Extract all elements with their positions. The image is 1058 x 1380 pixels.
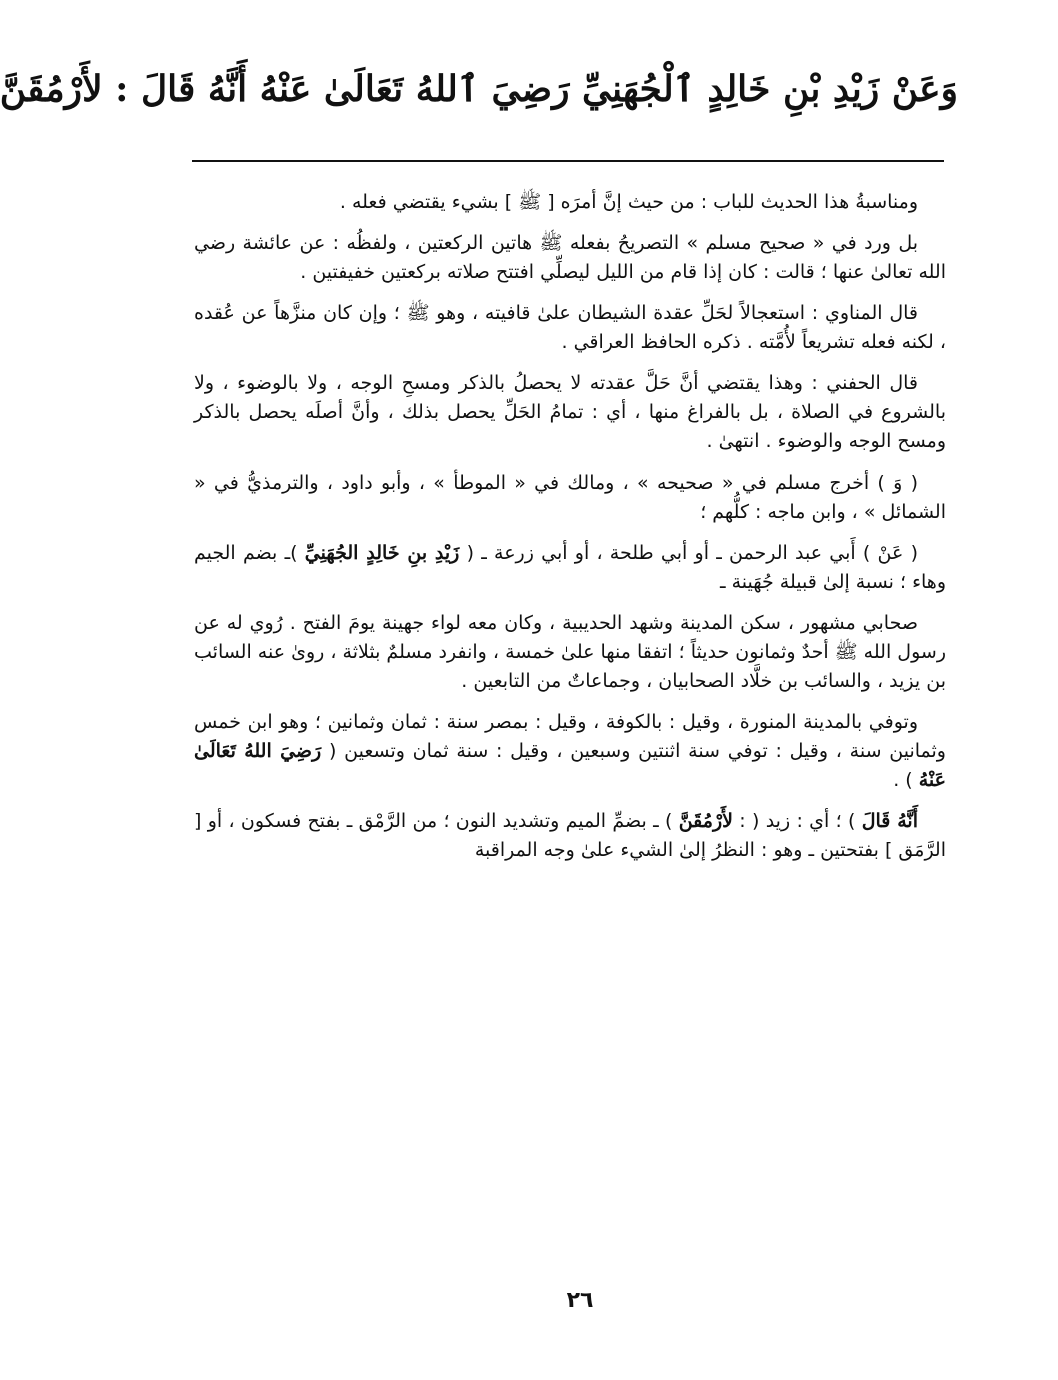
armuqanna-bold: لأَرْمُقَنَّ (678, 810, 733, 833)
radiyallah-bold: رَضِيَ اللهُ تَعَالَىٰ عَنْهُ (194, 740, 946, 792)
paragraph-takhrij: ( وَ ) أخرج مسلم في « صحيحه » ، ومالك في « الموطأ » ، وأبو داود ، والترمذيُّ في « الشمائل » ، وابن ماجه : كلُّهم ؛ (194, 471, 946, 523)
narrator-name-bold: زَيْدِ بنِ خَالِدٍ الجُهَنِيِّ (304, 541, 460, 564)
paragraph-death (194, 708, 946, 795)
paragraph-narrator-name (194, 539, 946, 597)
death-text: وتوفي بالمدينة المنورة ، وقيل : بالكوفة ، وقيل : بمصر سنة : ثمان وثمانين ؛ وهو ابن خمس وثمانين سنة ، وقيل : توفي سنة اثنتين وسبعين ، وقيل : سنة ثمان وتسعين ( (194, 710, 946, 762)
armuqanna-intro-text: ) ؛ أي : زيد ( : (732, 810, 862, 833)
commentary-body (194, 188, 946, 877)
paragraph-hifni: قال الحفني : وهذا يقتضي أنَّ حَلَّ عقدته لا يحصلُ بالذكر ومسحِ الوجه ، ولا بالوضوء ، ولا بالشروع في الصلاة ، بل بالفراغ منها ، أي : تمامُ الحَلِّ يحصل بذلك ، وأنَّ أصلَه يحصل بالذكر ومسح الوجه والوضوء . انتهىٰ . (194, 372, 946, 453)
armuqanna-explanation-text: ) ـ بضمِّ الميم وتشديد النون ؛ من الرَّمْق ـ بفتح فسكون ، أو [ الرَّمَق ] بفتحتين ـ وهو : النظرُ إلىٰ الشيء علىٰ وجه المراقبة (194, 810, 946, 862)
narrator-intro-text: ( عَنْ ) أَبي عبد الرحمن ـ أو أبي طلحة ، أو أبي زرعة ـ ( (459, 541, 918, 564)
paragraph-armuqanna (194, 807, 946, 865)
annahu-qala-bold: أَنَّهُ قَالَ (861, 810, 919, 833)
paragraph-muslim-narration: بل ورد في « صحيح مسلم » التصريحُ بفعله ﷺ هاتين الركعتين ، ولفظُه : عن عائشة رضي الله تعالىٰ عنها ؛ قالت : كان إذا قام من الليل ليصلِّي افتتح صلاته بركعتين خفيفتين . (194, 232, 946, 284)
paragraph-biography: صحابي مشهور ، سكن المدينة وشهد الحديبية ، وكان معه لواء جهينة يومَ الفتح . رُوي له عن رسول الله ﷺ أحدٌ وثمانون حديثاً ؛ اتفقا منها علىٰ خمسة ، وانفرد مسلمٌ بثلاثة ، روىٰ عنه السائب بن يزيد ، والسائب بن خلَّاد الصحابيان ، وجماعاتٌ من التابعين . (194, 611, 946, 692)
paragraph-munawi: قال المناوي : استعجالاً لحَلِّ عقدة الشيطان علىٰ قافيته ، وهو ﷺ ؛ وإن كان منزَّهاً عن عُقده ، لكنه فعله تشريعاً لأُمَّته . ذكره الحافظ العراقي . (194, 302, 946, 354)
page-number: ٢٦ (566, 1288, 594, 1313)
paragraph-munasaba: ومناسبةُ هذا الحديث للباب : من حيث إنَّ أمرَه [ ﷺ ] بشيء يقتضي فعله . (339, 191, 918, 213)
death-close-text: ) . (893, 769, 919, 792)
header-divider (192, 160, 944, 162)
narrator-nisba-text: )ـ بضم الجيم وهاء ؛ نسبة إلىٰ قبيلة جُهَينة ـ (194, 541, 946, 593)
hadith-header: وَعَنْ زَيْدِ بْنِ خَالِدٍ ٱلْجُهَنِيِّ رَضِيَ ٱللهُ تَعَالَىٰ عَنْهُ أَنَّهُ قَالَ : لأَرْمُقَنَّ (0, 68, 958, 110)
